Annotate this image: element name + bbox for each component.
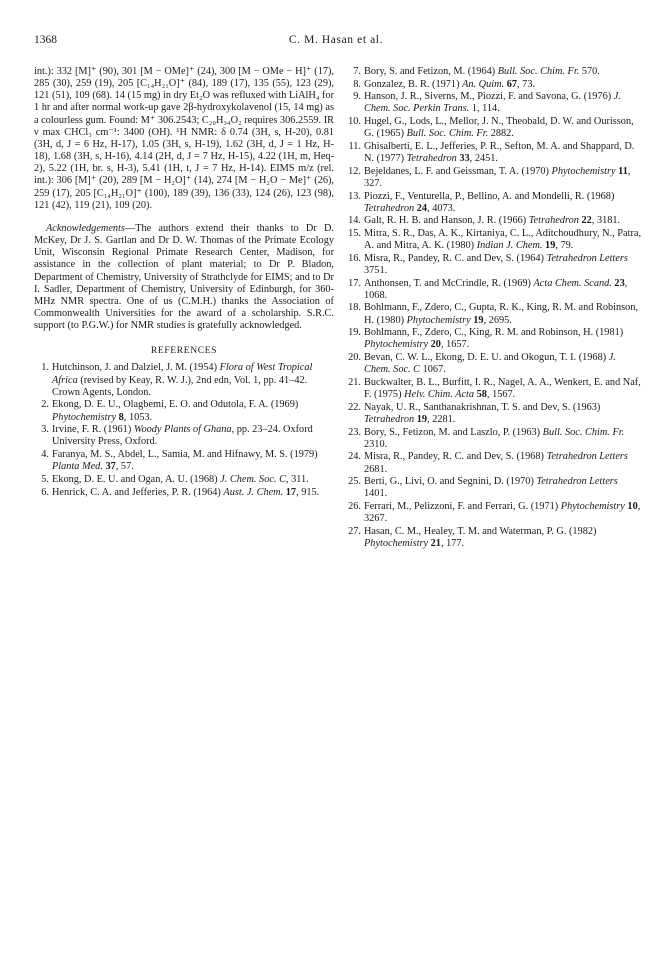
reference-authors: Irvine, F. R. (1961) (52, 424, 134, 436)
page-header (34, 34, 638, 52)
reference-volume: 23 (611, 277, 625, 289)
reference-details: 1401. (364, 488, 388, 500)
reference-item (346, 526, 643, 550)
reference-number: 8. (353, 78, 361, 90)
reference-authors: Gonzalez, B. R. (1971) (364, 78, 463, 90)
reference-details: (revised by Keay, R. W. J.), 2nd edn, Vol. 1, pp. 41–42. Crown Agents, London. (52, 374, 308, 398)
reference-details: , 1053. (123, 411, 153, 423)
reference-item (346, 352, 643, 376)
reference-authors: Misra, R., Pandey, R. C. and Dev, S. (1964) (364, 252, 547, 264)
reference-item (346, 191, 643, 215)
reference-journal: J. Chem. Soc. C (364, 352, 616, 376)
reference-item (346, 253, 643, 277)
reference-item (346, 377, 643, 401)
reference-item (346, 91, 643, 115)
reference-journal: Tetrahedron Letters (546, 451, 628, 463)
reference-number: 27. (348, 525, 361, 537)
reference-authors: Bory, S. and Fetizon, M. (1964) (364, 66, 498, 77)
reference-authors: Henrick, C. A. and Jefferies, P. R. (1964) (52, 486, 224, 498)
reference-authors: Ekong, D. E. U. and Ogan, A. U. (1968) (52, 473, 221, 485)
reference-authors: Galt, R. H. B. and Hanson, J. R. (1966) (364, 215, 529, 227)
reference-details: , 177. (440, 537, 465, 549)
reference-journal: Phytochemistry (406, 314, 471, 326)
reference-number: 12. (348, 165, 361, 177)
reference-item (346, 116, 643, 140)
reference-authors: Ekong, D. E. U., Olagbemi, E. O. and Odutola, F. A. (1969) (52, 399, 299, 411)
reference-authors: Buckwalter, B. L., Burfitt, I. R., Nagel, A. A., Wenkert, E. and Naf, F. (1975) (364, 376, 641, 401)
references-heading: REFERENCES (150, 345, 218, 357)
reference-authors: Bory, S., Fetizon, M. and Laszlo, P. (1963) (364, 426, 543, 438)
reference-item (346, 427, 643, 451)
reference-journal: Tetrahedron (364, 413, 415, 425)
reference-authors: Hutchinson, J. and Dalziel, J. M. (1954) (52, 362, 220, 374)
reference-journal: Tetrahedron (364, 202, 415, 214)
reference-authors: Piozzi, F., Venturella, P., Bellino, A. and Mondelli, R. (1968) (364, 190, 615, 202)
reference-number: 5. (41, 473, 49, 485)
reference-details: 2882. (488, 128, 514, 140)
reference-details: 3751. (364, 265, 388, 276)
left-column (34, 66, 334, 499)
reference-number: 22. (348, 401, 361, 413)
reference-details: , 1657. (440, 339, 470, 351)
reference-journal: Tetrahedron Letters (546, 252, 628, 264)
reference-item (346, 66, 643, 78)
reference-journal: Bull. Soc. Chim. Fr. (406, 128, 489, 140)
reference-details: , 73. (517, 78, 536, 90)
reference-authors: Bohlmann, F., Zdero, C., King, R. M. and Robinson, H. (1981) (364, 327, 624, 339)
reference-authors: Mitra, S. R., Das, A. K., Kirtaniya, C. L., Aditchoudhury, N., Patra, A. and Mitra, A. K. (1980) (364, 228, 642, 252)
reference-number: 13. (348, 190, 361, 202)
reference-journal: J. Chem. Soc. Perkin Trans. (364, 91, 621, 115)
reference-number: 23. (348, 426, 361, 438)
reference-details: , 1567. (486, 389, 516, 401)
reference-volume: 67 (504, 78, 518, 90)
experimental-text: int.): 332 [M]⁺ (90), 301 [M − OMe]⁺ (24), 300 [M − OMe − H]⁺ (17), 285 (30), 259 (19), 205 [C₁₄H₂₁O]⁺ (84), 189 (17), 135 (55), 123 (29), 121 (51), 109 (68). 14 (15 mg) in dry Et₂O was refluxed with LiAlH₄ for 1 hr and after normal work-up gave 2β-hydroxykolavenol (15, 14 mg) as a colourless gum. Found: M⁺ 306.2543; C₂₀H₃₄O₂ requires 306.2559. IR ν max CHCl₃ cm⁻¹: 3400 (OH). ¹H NMR: δ 0.74 (3H, s, H-20), 0.81 (3H, d, J = 6 Hz, H-17), 1.05 (3H, s, H-19), 1.62 (3H, d, J = 1 Hz, H-18), 1.68 (3H, s, H-16), 4.14 (2H, d, J = 7 Hz, H-15), 4.22 (1H, m, Heq-2), 5.22 (1H, br. s, H-3), 5.41 (1H, t, J = 7 Hz, H-14). EIMS m/z (rel. int.): 306 [M]⁺ (20), 289 [M − H₂O]⁺ (14), 274 [M − H₂O − Me]⁺ (26), 259 (17), 205 [C₁₄H₂₁O]⁺ (100), 189 (39), 136 (33), 124 (26), 123 (98), 121 (42), 119 (21), 109 (20). (34, 66, 335, 211)
reference-journal: Phytochemistry (364, 339, 429, 351)
reference-details: 1067. (420, 364, 446, 376)
reference-journal: An. Quim. (462, 78, 505, 90)
reference-volume: 19 (470, 314, 484, 326)
reference-authors: Bevan, C. W. L., Ekong, D. E. U. and Okogun, T. I. (1968) (364, 352, 609, 364)
reference-authors: Berti, G., Livi, O. and Segnini, D. (1970) (364, 476, 537, 488)
reference-item (34, 399, 334, 423)
reference-journal: Flora of West Tropical Africa (52, 362, 313, 386)
reference-item (34, 424, 334, 448)
reference-number: 15. (348, 228, 361, 240)
reference-authors: Ferrari, M., Pelizzoni, F. and Ferrari, G. (1971) (364, 500, 561, 512)
reference-authors: Bohlmann, F., Zdero, C., Gupta, R. K., King, R. M. and Robinson, H. (1980) (364, 302, 639, 326)
reference-number: 21. (348, 376, 361, 388)
reference-authors: Ghisalberti, E. L., Jefferies, P. R., Sefton, M. A. and Shappard, D. N. (1977) (364, 140, 635, 165)
reference-journal: Tetrahedron (406, 153, 457, 165)
reference-authors: Bejeldanes, L. F. and Geissman, T. A. (1970) (364, 165, 552, 177)
reference-number: 18. (348, 302, 361, 314)
reference-journal: Bull. Soc. Chim. Fr. (542, 426, 625, 438)
right-column (346, 66, 643, 551)
reference-item (34, 449, 334, 473)
reference-list-left (34, 362, 334, 498)
reference-details: , 915. (296, 486, 320, 498)
acknowledgements (34, 223, 334, 332)
reference-details: 2681. (364, 463, 388, 475)
reference-journal: Helv. Chim. Acta (404, 389, 475, 401)
reference-authors: Hasan, C. M., Healey, T. M. and Waterman, P. G. (1982) (364, 525, 597, 537)
reference-number: 17. (348, 277, 361, 289)
reference-number: 4. (41, 449, 49, 461)
reference-item (346, 451, 643, 475)
reference-volume: 24 (414, 202, 428, 214)
page-number: 1368 (34, 34, 57, 46)
reference-authors: Nayak, U. R., Santhanakrishnan, T. S. and Dev, S. (1963) (364, 401, 601, 413)
reference-number: 3. (41, 424, 49, 436)
reference-item (346, 327, 643, 351)
reference-volume: 37 (102, 461, 116, 473)
reference-number: 9. (353, 91, 361, 103)
reference-details: , 4073. (427, 202, 456, 214)
reference-authors: Faranya, M. S., Abdel, L., Samia, M. and Hifnawy, M. S. (1979) (52, 449, 318, 461)
reference-authors: Hugel, G., Lods, L., Mellor, J. N., Theobald, D. W. and Ourisson, G. (1965) (364, 116, 634, 140)
reference-journal: Phytochemistry (560, 500, 625, 512)
reference-number: 11. (348, 140, 361, 152)
reference-item (346, 215, 643, 227)
reference-journal: Phytochemistry (551, 165, 616, 177)
reference-journal: Tetrahedron Letters (536, 476, 618, 488)
reference-item (346, 302, 643, 326)
reference-item (346, 278, 643, 302)
reference-volume: 58 (474, 389, 487, 401)
reference-item (346, 228, 643, 252)
reference-journal: J. Chem. Soc. C (220, 473, 286, 485)
reference-journal: Bull. Soc. Chim. Fr. (497, 66, 580, 77)
reference-item (346, 79, 643, 91)
reference-volume: 10 (624, 500, 638, 512)
reference-item (346, 501, 643, 525)
reference-item (34, 474, 334, 486)
acknowledgements-title: Acknowledgements (46, 222, 125, 234)
reference-number: 16. (348, 252, 361, 264)
reference-item (346, 141, 643, 165)
reference-volume: 11 (615, 165, 628, 177)
reference-details: , 2281. (427, 413, 456, 425)
reference-journal: Phytochemistry (52, 411, 117, 423)
reference-details: , 57. (115, 461, 134, 473)
reference-item (346, 402, 643, 426)
reference-number: 24. (348, 451, 361, 463)
reference-details: , 3267. (364, 500, 641, 525)
reference-volume: 33 (456, 153, 470, 165)
running-title: C. M. Hasan et al. (288, 34, 384, 46)
reference-details: , 1068. (364, 277, 628, 301)
reference-list-right (346, 66, 643, 550)
reference-details: 2310. (364, 438, 388, 450)
reference-details: , 79. (555, 240, 574, 252)
reference-number: 19. (348, 327, 361, 339)
reference-volume: 8 (116, 411, 124, 423)
reference-item (346, 166, 643, 190)
reference-volume: 20 (428, 339, 441, 351)
reference-details: , 311. (285, 473, 309, 485)
reference-details: , 327. (364, 165, 631, 189)
reference-details: , 2695. (483, 314, 512, 326)
reference-journal: Indian J. Chem. (476, 240, 543, 252)
reference-number: 14. (348, 215, 361, 227)
reference-number: 25. (348, 476, 361, 488)
reference-authors: Anthonsen, T. and McCrindle, R. (1969) (364, 277, 534, 289)
reference-number: 2. (41, 399, 49, 411)
reference-details: 570. (579, 66, 600, 77)
reference-number: 1. (41, 362, 49, 374)
reference-volume: 19 (414, 413, 428, 425)
reference-item (346, 476, 643, 500)
reference-journal: Planta Med. (52, 461, 103, 473)
reference-number: 26. (348, 500, 361, 512)
reference-volume: 22 (578, 215, 592, 227)
reference-number: 10. (348, 116, 361, 128)
reference-journal: Phytochemistry (364, 537, 429, 549)
reference-authors: Misra, R., Pandey, R. C. and Dev, S. (1968) (364, 451, 547, 463)
reference-journal: Acta Chem. Scand. (533, 277, 612, 289)
reference-details: , pp. 23–24. Oxford University Press, Oxford. (52, 424, 313, 448)
reference-volume: 19 (542, 240, 556, 252)
reference-number: 6. (41, 486, 49, 498)
reference-number: 7. (353, 66, 361, 77)
reference-journal: Tetrahedron (528, 215, 579, 227)
reference-volume: 21 (428, 537, 441, 549)
reference-journal: Woody Plants of Ghana (133, 424, 232, 436)
reference-details: , 3181. (591, 215, 621, 227)
reference-volume: 17 (283, 486, 297, 498)
reference-authors: Hanson, J. R., Siverns, M., Piozzi, F. and Savona, G. (1976) (364, 91, 614, 103)
reference-journal: Aust. J. Chem. (223, 486, 284, 498)
reference-number: 20. (348, 352, 361, 364)
reference-item (34, 487, 334, 499)
acknowledgements-text: —The authors extend their thanks to Dr D. McKey, Dr J. S. Gartlan and Dr D. W. Thomas of the Primate Ecology Unit, Wisconsin Regional Primate Research Center, Madison, for assistance in the collection of plant material; to Dr P. Bladon, Department of Chemistry, University of Strathclyde for EIMS; and to Dr I. Sadler, Department of Chemistry, University of Edinburgh, for 360-MHz NMR spectra. One of us (C.M.H.) thanks the Association of Commonwealth Universities for the award of a scholarship. S.R.C. support (to P.G.W.) for NMR studies is gratefully acknowledged. (34, 222, 334, 332)
reference-item (34, 362, 334, 398)
reference-details: 1, 114. (469, 103, 500, 115)
reference-details: , 2451. (469, 153, 498, 165)
